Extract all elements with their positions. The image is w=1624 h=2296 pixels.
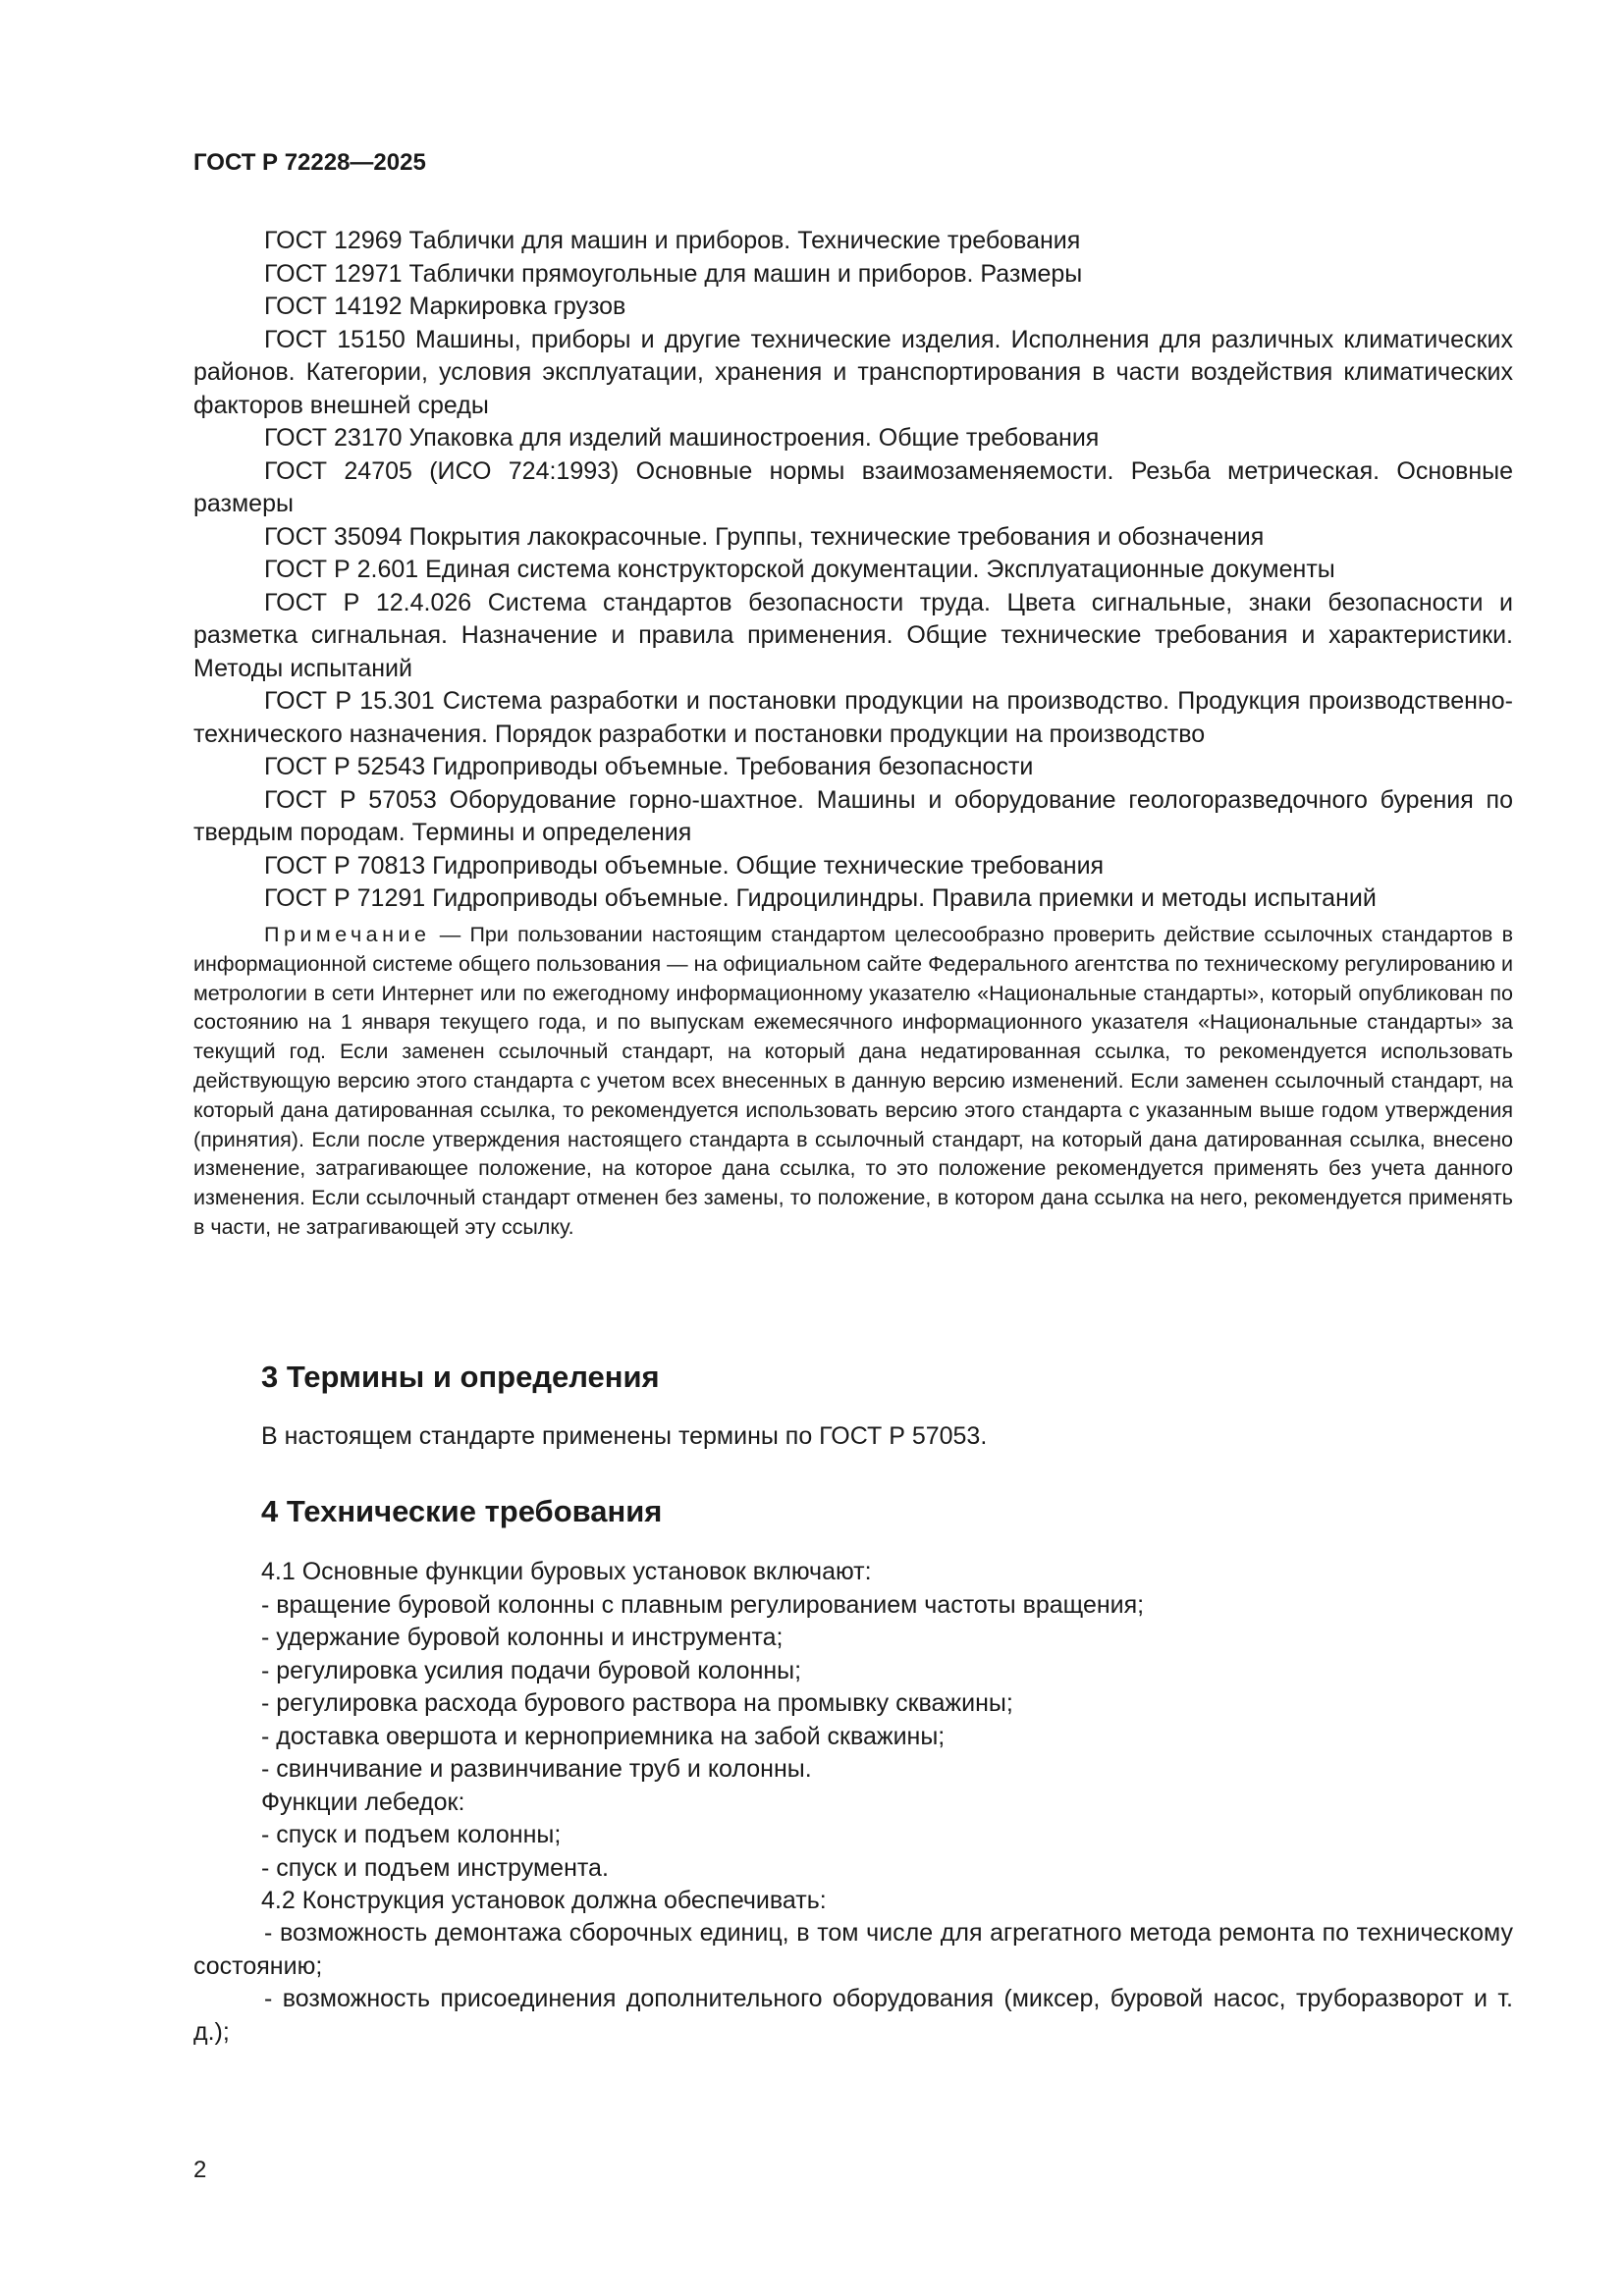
winch-functions-list — [261, 1819, 1513, 1885]
note-label: Примечание — [264, 923, 431, 946]
reference-item: ГОСТ Р 57053 Оборудование горно-шахтное. Машины и оборудование геологоразведочного бурения по твердым породам. Термины и определения — [193, 785, 1513, 846]
running-header: ГОСТ Р 72228—2025 — [193, 149, 426, 176]
drilling-functions-list — [261, 1589, 1513, 1787]
reference-item: ГОСТ 24705 (ИСО 724:1993) Основные нормы взаимозаменяемости. Резьба метрическая. Основные размеры — [193, 456, 1513, 517]
reference-item: ГОСТ 15150 Машины, приборы и другие технические изделия. Исполнения для различных климатических районов. Категории, условия эксплуатации, хранения и транспортирования в части воздействия климатических факторов внешней среды — [193, 325, 1513, 419]
list-item: - возможность присоединения дополнительного оборудования (миксер, буровой насос, труборазворот и т. д.); — [193, 1985, 1513, 2046]
reference-item: ГОСТ Р 70813 Гидроприводы объемные. Общие технические требования — [264, 851, 1105, 880]
section-4-body — [261, 1556, 1513, 1918]
reference-item: ГОСТ 35094 Покрытия лакокрасочные. Группы, технические требования и обозначения — [264, 522, 1265, 551]
section-3-text: В настоящем стандарте применены термины по ГОСТ Р 57053. — [261, 1422, 988, 1450]
construction-requirements — [193, 1917, 1513, 2049]
list-item: - удержание буровой колонны и инструмента; — [261, 1624, 784, 1651]
list-item: - доставка овершота и керноприемника на забой скважины; — [261, 1722, 946, 1750]
page-number: 2 — [193, 2157, 207, 2183]
paragraph-4-2: 4.2 Конструкция установок должна обеспечивать: — [261, 1887, 827, 1914]
list-item: - спуск и подъем инструмента. — [261, 1853, 609, 1882]
reference-item: ГОСТ Р 12.4.026 Система стандартов безопасности труда. Цвета сигнальные, знаки безопасности и разметка сигнальная. Назначение и правила применения. Общие технические требования и характеристики. Методы испытаний — [193, 588, 1513, 682]
winch-functions-title: Функции лебедок: — [261, 1788, 465, 1816]
reference-item: ГОСТ Р 2.601 Единая система конструкторской документации. Эксплуатационные документы — [264, 556, 1335, 583]
section-4-heading: 4 Технические требования — [261, 1494, 663, 1528]
list-item: - регулировка расхода бурового раствора на промывку скважины; — [261, 1689, 1013, 1717]
note-separator: — — [430, 923, 470, 946]
note-block — [193, 921, 1513, 1243]
list-item: - спуск и подъем колонны; — [261, 1821, 562, 1848]
note-text: При пользовании настоящим стандартом целесообразно проверить действие ссылочных стандартов в информационной системе общего пользования — на официальном сайте Федерального агентства по техническому регулированию и метрологии в сети Интернет или по ежегодному информационному указателю «Национальные стандарты», который опубликован по состоянию на 1 января текущего года, и по выпускам ежемесячного информационного указателя «Национальные стандарты» за текущий год. Если заменен ссылочный стандарт, на который дана недатированная ссылка, то рекомендуется использовать действующую версию этого стандарта с учетом всех внесенных в данную версию изменений. Если заменен ссылочный стандарт, на который дана датированная ссылка, то рекомендуется использовать версию этого стандарта с указанным выше годом утверждения (принятия). Если после утверждения настоящего стандарта в ссылочный стандарт, на который дана датированная ссылка, внесено изменение, затрагивающее положение, на которое дана ссылка, то это положение рекомендуется применять без учета данного изменения. Если ссылочный стандарт отменен без замены, то положение, в котором дана ссылка на него, рекомендуется применять в части, не затрагивающей эту ссылку. — [193, 923, 1513, 1239]
reference-item: ГОСТ 12969 Таблички для машин и приборов. Технические требования — [264, 227, 1081, 254]
list-item: - возможность демонтажа сборочных единиц, в том числе для агрегатного метода ремонта по техническому состоянию; — [193, 1919, 1513, 1980]
reference-item: ГОСТ Р 71291 Гидроприводы объемные. Гидроцилиндры. Правила приемки и методы испытаний — [264, 884, 1377, 912]
reference-item: ГОСТ 12971 Таблички прямоугольные для машин и приборов. Размеры — [264, 259, 1083, 288]
list-item: - регулировка усилия подачи буровой колонны; — [261, 1656, 802, 1684]
list-item: - свинчивание и развинчивание труб и колонны. — [261, 1755, 812, 1783]
normative-references — [193, 225, 1513, 916]
reference-item: ГОСТ 23170 Упаковка для изделий машиностроения. Общие требования — [264, 424, 1100, 452]
reference-item: ГОСТ Р 15.301 Система разработки и постановки продукции на производство. Продукция производственно-технического назначения. Порядок разработки и постановки продукции на производство — [193, 687, 1513, 748]
paragraph-4-1: 4.1 Основные функции буровых установок включают: — [261, 1558, 872, 1585]
list-item: - вращение буровой колонны с плавным регулированием частоты вращения; — [261, 1590, 1145, 1619]
reference-item: ГОСТ Р 52543 Гидроприводы объемные. Требования безопасности — [264, 753, 1034, 780]
section-3-heading: 3 Термины и определения — [261, 1360, 660, 1394]
reference-item: ГОСТ 14192 Маркировка грузов — [264, 293, 626, 320]
